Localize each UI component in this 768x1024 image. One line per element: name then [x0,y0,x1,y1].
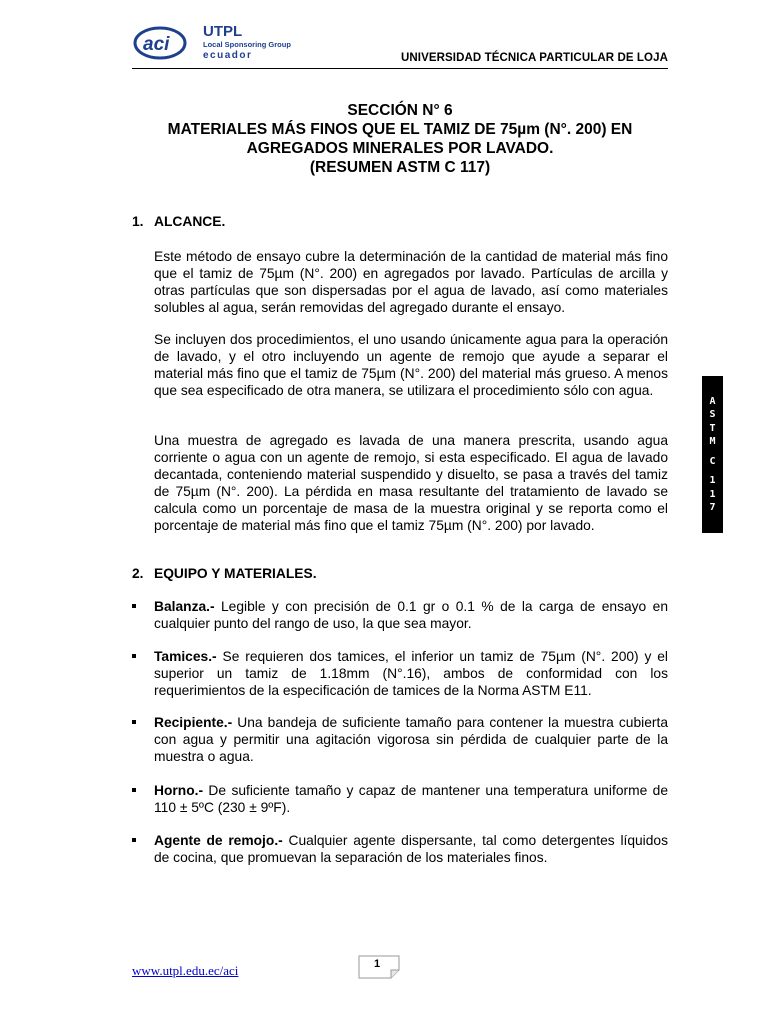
side-tab-letter: M [709,436,716,447]
section-heading-equipo [132,566,317,581]
item-term: Agente de remojo.- [154,833,283,848]
bullet-mark [132,604,136,608]
item-term: Horno.- [154,783,204,798]
page-number: 1 [373,958,381,970]
item-term: Recipiente.- [154,715,233,730]
section-number: 2. [132,566,144,581]
paragraph: Se incluyen dos procedimientos, el uno usando únicamente agua para la operación de lavado, y el otro incluyendo un agente de remojo que ayude a separar el material más fino que el tamiz de 75µm (N°. 200) del material más grueso. A menos que sea especificado de otra manera, se utilizara el procedimiento sólo con agua. [154,332,668,398]
side-tab-letter: 1 [709,488,716,500]
paragraph: Este método de ensayo cubre la determinación de la cantidad de material más fino que el tamiz de 75µm (N°. 200) en agregados por lavado. Partículas de arcilla y otras partículas que son dispersadas por el agua de lavado, así como materiales solubles al agua, serán removidas del agregado durante el ensayo. [154,249,668,315]
astm-side-tab [702,376,723,533]
item-term: Balanza.- [154,599,215,614]
document-title [132,101,668,177]
title-section-number: SECCIÓN N° 6 [347,102,453,119]
section-number: 1. [132,214,144,229]
side-tab-letter: S [709,409,716,420]
side-tab-letter: 7 [709,502,716,513]
title-line: AGREGADOS MINERALES POR LAVADO. [246,140,554,157]
side-tab-letter: A [709,395,716,407]
university-name: UNIVERSIDAD TÉCNICA PARTICULAR DE LOJA [400,52,668,64]
section-heading-alcance [132,214,225,229]
logo-aci-text: aci [143,34,170,55]
logo-country-text: ecuador [203,50,253,61]
section-title: ALCANCE. [154,214,226,229]
side-tab-letter: C [709,455,716,467]
logo-brand-text: UTPL [203,23,243,40]
bullet-mark [132,838,136,842]
side-tab-letter: T [709,422,716,434]
item-text: Legible y con precisión de 0.1 gr o 0.1 % de la carga de ensayo en cualquier punto del rango de uso, la que sea mayor. [154,599,668,631]
paragraph: Una muestra de agregado es lavada de una manera prescrita, usando agua corriente o agua con un agente de remojo, si esta especificado. El agua de lavado decantada, conteniendo material suspendido y disuelto, se pasa a través del tamiz de 75µm (N°. 200). La pérdida en masa resultante del tratamiento de lavado se calcula como un porcentaje de masa de la muestra original y se reporta como el porcentaje de material más fino que el tamiz 75µm (N°. 200) por lavado. [154,433,668,533]
title-line: MATERIALES MÁS FINOS QUE EL TAMIZ DE 75µm (N°. 200) EN [167,121,633,138]
item-term: Tamices.- [154,649,217,664]
logo-sub-text: Local Sponsoring Group [203,40,291,49]
header-divider [132,68,668,69]
section-title: EQUIPO Y MATERIALES. [154,566,317,581]
bullet-mark [132,788,136,792]
side-tab-letter: 1 [709,475,716,486]
item-text: Cualquier agente dispersante, tal como detergentes líquidos de cocina, que promuevan la separación de los materiales finos. [154,833,668,865]
item-text: Una bandeja de suficiente tamaño para contener la muestra cubierta con agua y permitir una agitación vigorosa sin pérdida de cualquier parte de la muestra o agua. [154,715,668,764]
item-text: De suficiente tamaño y capaz de mantener una temperatura uniforme de 110 ± 5ºC (230 ± 9ºF). [154,783,668,815]
website-link[interactable]: www.utpl.edu.ec/aci [132,963,239,978]
bullet-mark [132,654,136,658]
bullet-mark [132,720,136,724]
title-standard: (RESUMEN ASTM C 117) [309,159,491,176]
item-text: Se requieren dos tamices, el inferior un tamiz de 75µm (N°. 200) y el superior un tamiz de 1.18mm (N°.16), ambos de conformidad con los requerimientos de la especificación de tamices de la Norma ASTM E11. [154,649,668,698]
aci-utpl-logo [133,20,303,66]
